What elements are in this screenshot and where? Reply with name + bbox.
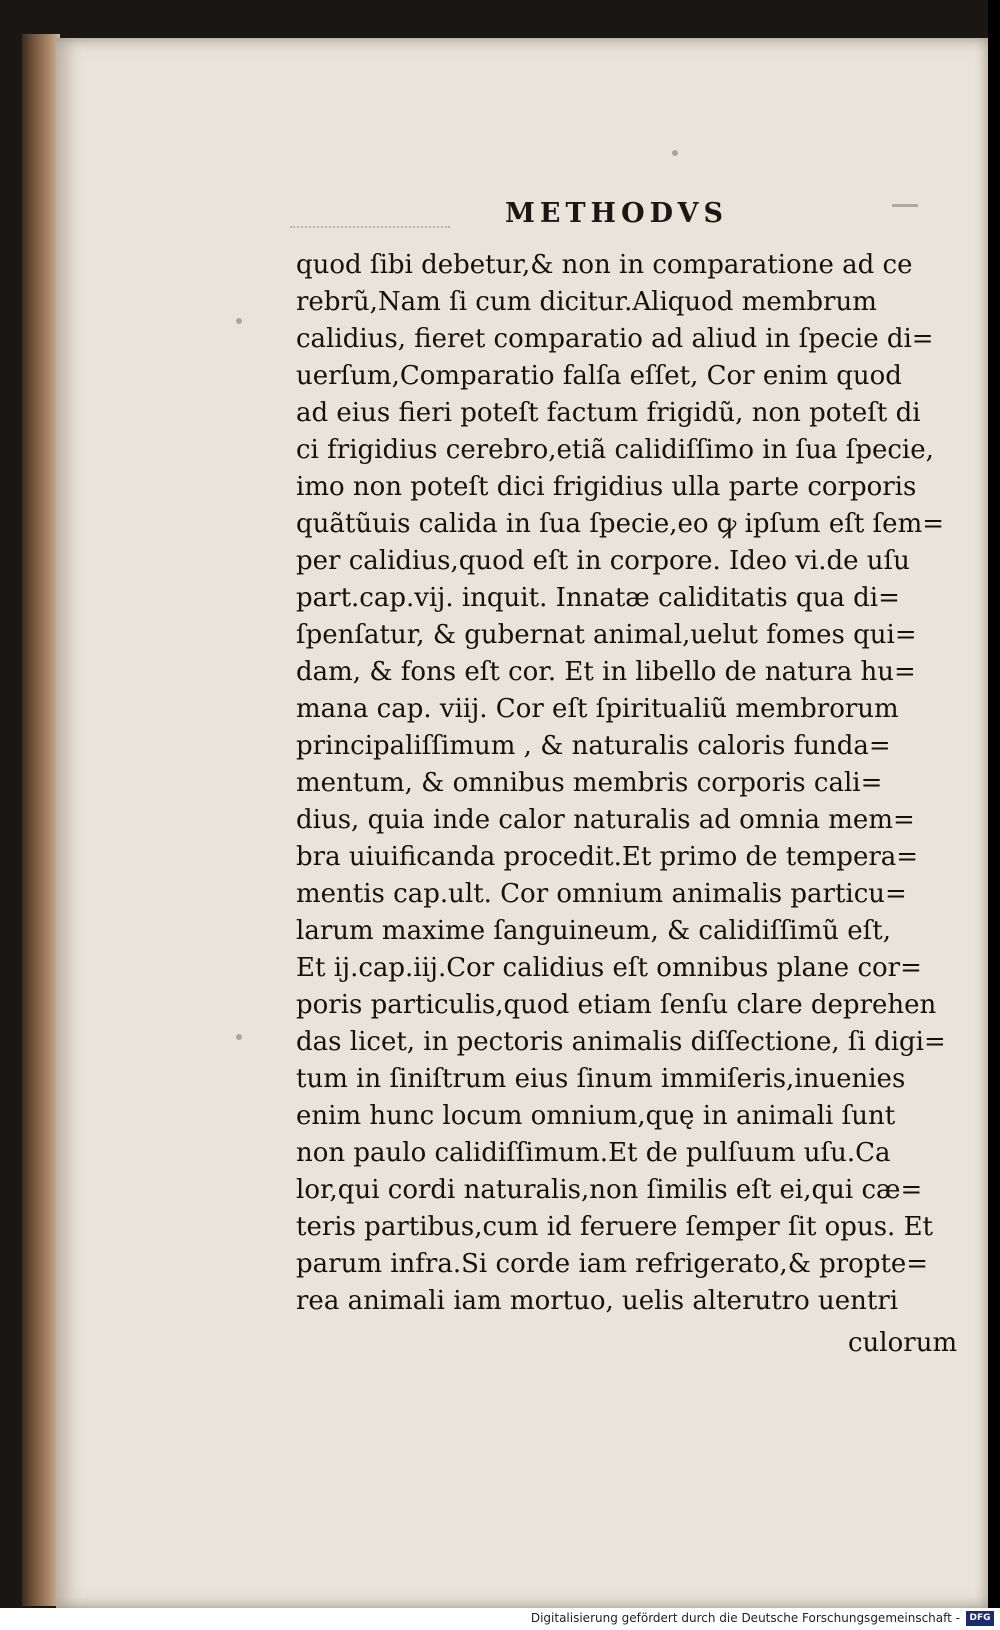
running-title: METHODVS <box>505 198 728 229</box>
faint-mark <box>892 204 918 207</box>
text-line: mana cap. viij. Cor eſt ſpiritualiũ membrorum <box>296 694 899 724</box>
text-line: quod ſibi debetur,& non in comparatione ad ce <box>296 250 913 280</box>
ink-speck <box>672 150 678 156</box>
text-line: per calidius,quod eſt in corpore. Ideo vi.de uſu <box>296 546 910 576</box>
faint-ornament <box>290 208 450 228</box>
text-line: Et ij.cap.iij.Cor calidius eſt omnibus plane cor= <box>296 953 922 983</box>
text-line: dius, quia inde calor naturalis ad omnia mem= <box>296 805 915 835</box>
dfg-logo: DFG <box>966 1611 994 1626</box>
text-line: das licet, in pectoris animalis diſſectione, ſi digi= <box>296 1027 946 1057</box>
book-spine-edge <box>22 34 60 1606</box>
text-line: enim hunc locum omnium,quę in animali ſunt <box>296 1101 896 1131</box>
ink-speck <box>236 318 242 324</box>
text-line: mentis cap.ult. Cor omnium animalis particu= <box>296 879 907 909</box>
text-line: ad eius fieri poteſt factum frigidũ, non poteſt di <box>296 398 921 428</box>
scan-border <box>988 0 1000 1608</box>
text-line: calidius, fieret comparatio ad aliud in ſpecie di= <box>296 324 934 354</box>
text-line: rea animali iam mortuo, uelis alterutro uentri <box>296 1286 899 1316</box>
text-line: lor,qui cordi naturalis,non ſimilis eſt ei,qui cæ= <box>296 1175 923 1205</box>
text-line: poris particulis,quod etiam ſenſu clare deprehen <box>296 990 937 1020</box>
text-line: quãtũuis calida in ſua ſpecie,eo ꝙ ipſum eſt ſem= <box>296 509 945 539</box>
page-header <box>0 198 1000 238</box>
text-line: parum infra.Si corde iam refrigerato,& propte= <box>296 1249 929 1279</box>
funding-credit: Digitalisierung gefördert durch die Deutsche Forschungsgemeinschaft - <box>530 1611 960 1625</box>
text-line: tum in ſiniſtrum eius ſinum immiſeris,inuenies <box>296 1064 906 1094</box>
text-line: imo non poteſt dici frigidius ulla parte corporis <box>296 472 917 502</box>
text-line: mentum, & omnibus membris corporis cali= <box>296 768 883 798</box>
text-line: ci frigidius cerebro,etiã calidiſſimo in ſua ſpecie, <box>296 435 934 465</box>
text-line: larum maxime ſanguineum, & calidiſſimũ eſt, <box>296 916 891 946</box>
text-line: teris partibus,cum id feruere ſemper ſit opus. Et <box>296 1212 933 1242</box>
ink-speck <box>236 1034 242 1040</box>
text-line: non paulo calidiſſimum.Et de pulſuum uſu.Ca <box>296 1138 891 1168</box>
catchword: culorum <box>848 1328 958 1358</box>
text-line: rebrũ,Nam ſi cum dicitur.Aliquod membrum <box>296 287 877 317</box>
text-line: dam, & fons eſt cor. Et in libello de natura hu= <box>296 657 916 687</box>
text-line: principaliſſimum , & naturalis caloris funda= <box>296 731 891 761</box>
text-line: ſpenſatur, & gubernat animal,uelut fomes qui= <box>296 620 917 650</box>
digitization-footer <box>0 1608 1000 1630</box>
text-line: uerſum,Comparatio falſa eſſet, Cor enim quod <box>296 361 902 391</box>
text-line: bra uiuificanda procedit.Et primo de tempera= <box>296 842 919 872</box>
text-line: part.cap.vij. inquit. Innatæ caliditatis qua di= <box>296 583 900 613</box>
